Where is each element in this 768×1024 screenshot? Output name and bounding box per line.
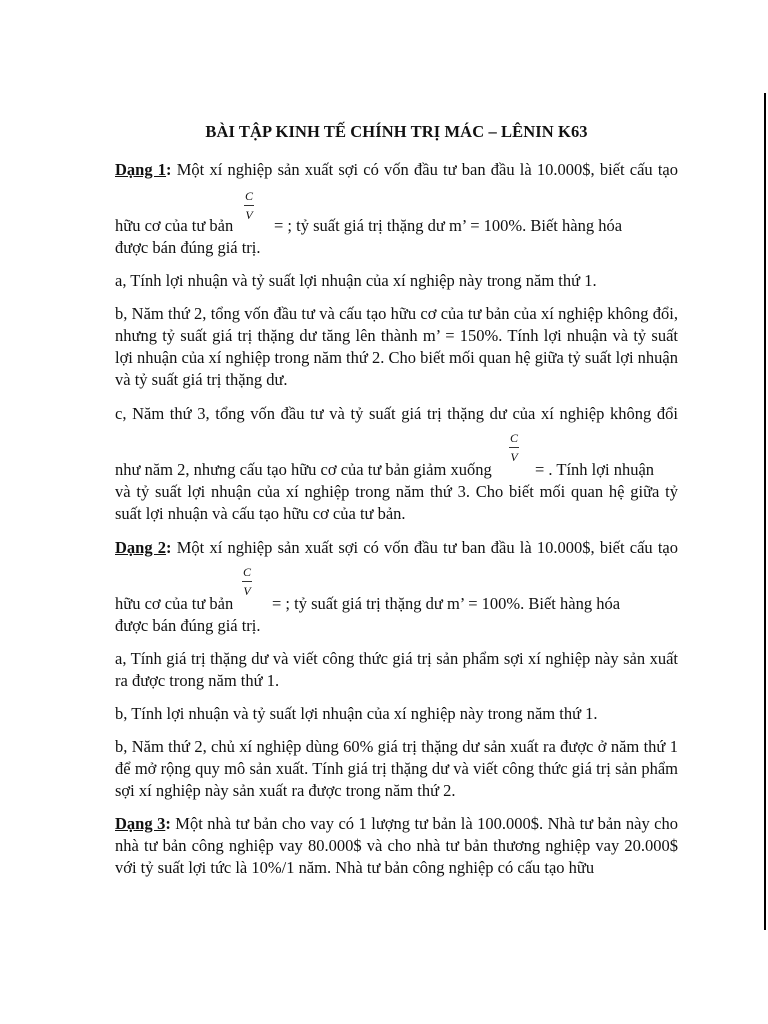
dang1-label: Dạng 1 bbox=[115, 160, 167, 179]
dang1-line2 bbox=[115, 215, 678, 237]
dang1-part-b: b, Năm thứ 2, tổng vốn đầu tư và cấu tạo hữu cơ của tư bản của xí nghiệp không đổi, nhưng tỷ suất giá trị thặng dư tăng lên thành m’ = 150%. Tính lợi nhuận và tỷ suất lợi nhuận của xí nghiệp trong năm thứ 2. Cho biết mối quan hệ giữa tỷ suất lợi nhuận và tỷ suất giá trị thặng dư. bbox=[115, 304, 678, 389]
dang3-text: Một nhà tư bản cho vay có 1 lượng tư bản là 100.000$. Nhà tư bản này cho nhà tư bản công nghiệp vay 80.000$ và cho nhà tư bản thương nghiệp vay 20.000$ với tỷ suất lợi tức là 10%/1 năm. Nhà tư bản công nghiệp có cấu tạo hữu bbox=[115, 814, 679, 877]
dang2-line1-text: Một xí nghiệp sản xuất sợi có vốn đầu tư ban đầu là 10.000$, biết cấu tạo bbox=[171, 538, 679, 557]
dang1-c2b: = . Tính lợi nhuận bbox=[535, 460, 655, 479]
fraction-num: C bbox=[242, 565, 251, 579]
dang2-colon: : bbox=[166, 538, 172, 557]
dang3-colon: : bbox=[165, 814, 171, 833]
fraction-den: V bbox=[243, 584, 251, 598]
dang1-line2a: hữu cơ của tư bản bbox=[115, 216, 234, 235]
dang1-part-a: a, Tính lợi nhuận và tỷ suất lợi nhuận của xí nghiệp này trong năm thứ 1. bbox=[115, 271, 597, 290]
dang2-label: Dạng 2 bbox=[115, 538, 167, 557]
dang3-paragraph bbox=[115, 813, 678, 879]
dang2-line2 bbox=[115, 593, 678, 615]
dang2-line1 bbox=[115, 537, 678, 559]
dang1-line3: được bán đúng giá trị. bbox=[115, 238, 261, 257]
document-title: BÀI TẬP KINH TẾ CHÍNH TRỊ MÁC – LÊNIN K63 bbox=[205, 122, 588, 141]
fraction-num: C bbox=[244, 189, 253, 203]
dang1-line1 bbox=[115, 159, 678, 181]
dang2-line3: được bán đúng giá trị. bbox=[115, 616, 261, 635]
dang2-line2a: hữu cơ của tư bản bbox=[115, 594, 234, 613]
dang1-line1-text: Một xí nghiệp sản xuất sợi có vốn đầu tư ban đầu là 10.000$, biết cấu tạo bbox=[171, 160, 679, 179]
dang2-part-a: a, Tính giá trị thặng dư và viết công thức giá trị sản phẩm sợi xí nghiệp này sản xuất ra được trong năm thứ 1. bbox=[115, 649, 678, 690]
page-edge-line bbox=[764, 93, 766, 930]
dang2-part-b2: b, Năm thứ 2, chủ xí nghiệp dùng 60% giá trị thặng dư sản xuất ra được ở năm thứ 1 để mở rộng quy mô sản xuất. Tính giá trị thặng dư và viết công thức giá trị sản phẩm sợi xí nghiệp này sản xuất ra được trong năm thứ 2. bbox=[115, 737, 678, 800]
dang2-part-b1: b, Tính lợi nhuận và tỷ suất lợi nhuận của xí nghiệp này trong năm thứ 1. bbox=[115, 704, 598, 723]
dang1-colon: : bbox=[166, 160, 172, 179]
fraction-den: V bbox=[510, 450, 518, 464]
dang3-label: Dạng 3 bbox=[115, 814, 166, 833]
fraction-den: V bbox=[245, 208, 253, 222]
dang1-part-c1: c, Năm thứ 3, tổng vốn đầu tư và tỷ suất giá trị thặng dư của xí nghiệp không đổi bbox=[115, 404, 678, 423]
fraction-num: C bbox=[509, 431, 518, 445]
dang1-part-c3: và tỷ suất lợi nhuận của xí nghiệp trong năm thứ 3. Cho biết mối quan hệ giữa tỷ suất lợi nhuận và cấu tạo hữu cơ của tư bản. bbox=[115, 482, 678, 523]
dang1-part-c2 bbox=[115, 459, 678, 481]
dang2-line2b: = ; tỷ suất giá trị thặng dư m’ = 100%. Biết hàng hóa bbox=[272, 594, 621, 613]
dang1-c2a: như năm 2, nhưng cấu tạo hữu cơ của tư bản giảm xuống bbox=[115, 460, 492, 479]
dang1-line2b: = ; tỷ suất giá trị thặng dư m’ = 100%. Biết hàng hóa bbox=[274, 216, 623, 235]
